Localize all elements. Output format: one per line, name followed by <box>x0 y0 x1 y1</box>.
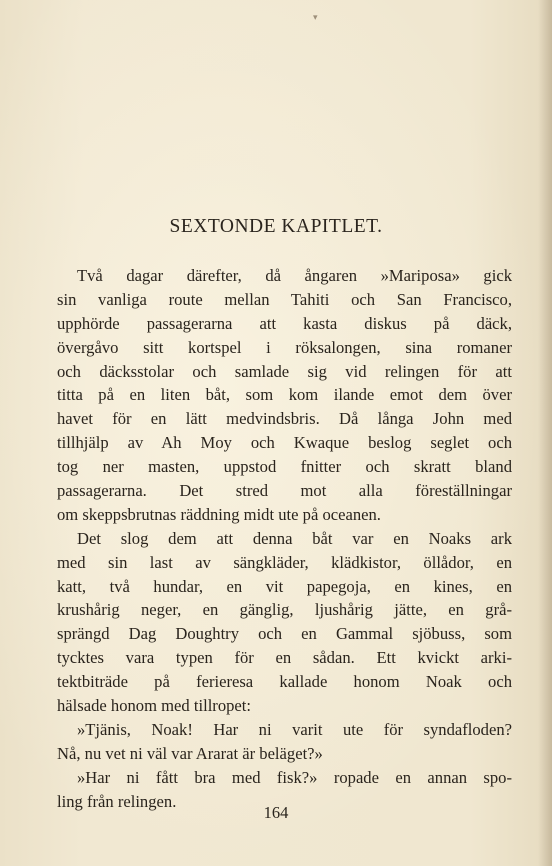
text-line: tycktes vara typen för en sådan. Ett kvickt arki- <box>57 648 512 668</box>
text-line: med sin last av sängkläder, klädkistor, öllådor, en <box>57 552 512 572</box>
body-text <box>57 264 512 813</box>
chapter-title: SEXTONDE KAPITLET. <box>169 216 383 237</box>
text-line: titta på en liten båt, som kom ilande emot dem över <box>57 385 512 405</box>
page-edge-shadow <box>538 0 552 866</box>
text-line: ling från relingen. <box>57 791 177 811</box>
text-line: tektbiträde på ferieresa kallade honom Noak och <box>57 672 512 692</box>
text-line: sprängd Dag Doughtry och en Gammal sjöbuss, som <box>57 624 512 644</box>
text-line: och däcksstolar och samlade sig vid relingen för att <box>57 361 512 381</box>
text-line: Två dagar därefter, då ångaren »Mariposa» gick <box>77 266 512 285</box>
text-line: tog ner masten, uppstod fnitter och skratt bland <box>57 457 512 477</box>
text-line: havet för en lätt medvindsbris. Då långa John med <box>57 409 512 429</box>
text-line: tillhjälp av Ah Moy och Kwaque beslog seglet och <box>57 433 512 453</box>
text-line: Det slog dem att denna båt var en Noaks ark <box>77 528 512 548</box>
page-number: 164 <box>263 803 289 822</box>
text-line: »Tjänis, Noak! Har ni varit ute för syndafloden? <box>77 719 512 739</box>
text-line: passagerarna. Det stred mot alla föreställningar <box>57 481 512 501</box>
text-line: Nå, nu vet ni väl var Ararat är beläget?» <box>57 743 323 763</box>
text-line: »Har ni fått bra med fisk?» ropade en annan spo- <box>77 767 512 787</box>
text-line: upphörde passagerarna att kasta diskus på däck, <box>57 313 512 333</box>
ink-speck: ▾ <box>313 12 318 22</box>
text-line: krushårig neger, en gänglig, ljushårig jätte, en grå- <box>57 600 512 620</box>
text-line: sin vanliga route mellan Tahiti och San Francisco, <box>57 289 512 309</box>
text-line: katt, två hundar, en vit papegoja, en kines, en <box>57 576 512 596</box>
text-line: övergåvo sitt kortspel i röksalongen, sina romaner <box>57 337 512 357</box>
text-line: hälsade honom med tillropet: <box>57 696 252 716</box>
text-line: om skeppsbrutnas räddning midt ute på oceanen. <box>57 504 381 524</box>
